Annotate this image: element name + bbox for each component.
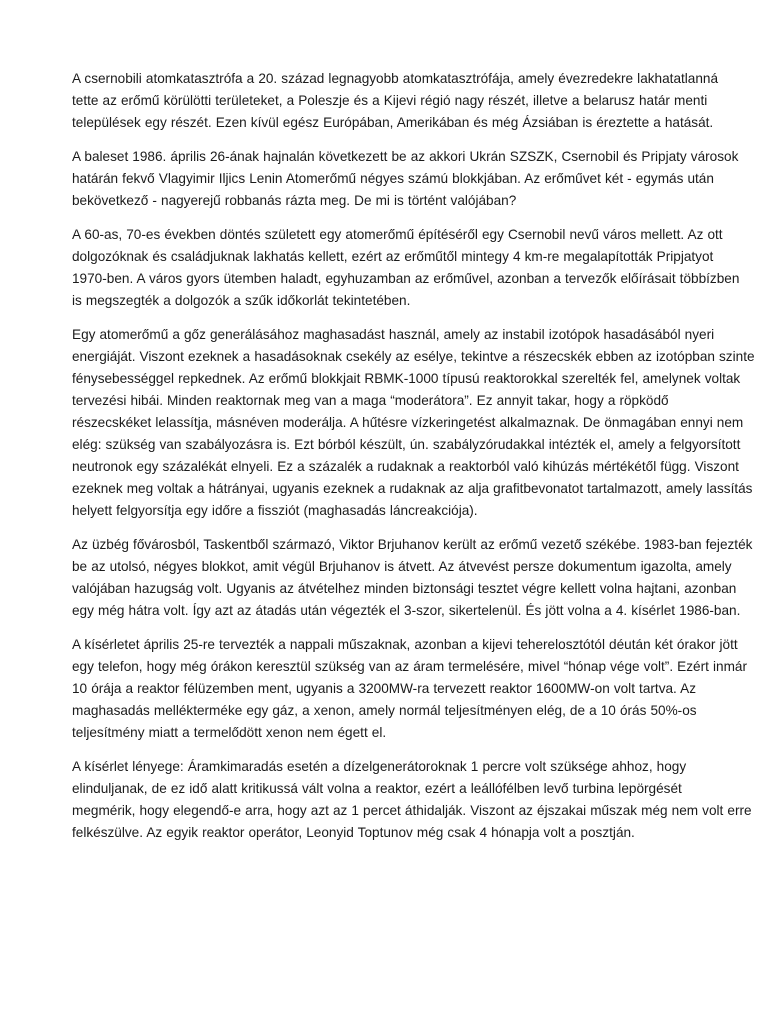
paragraph-line: neutronok egy százalékát elnyeli. Ez a százalék a rudaknak a reaktorból való kihúzás mértékétől függ. Viszont xyxy=(72,459,739,474)
paragraph-line: határán fekvő Vlagyimir Iljics Lenin Atomerőmű négyes számú blokkjában. Az erőművet két - egymás után xyxy=(72,171,714,186)
paragraph-line: elég: szükség van szabályozásra is. Ezt bórból készült, ún. szabályzórudakkal intézték el, amely a felgyorsított xyxy=(72,437,741,452)
paragraph-line: maghasadás mellékterméke egy gáz, a xenon, amely normál teljesítményen elég, de a 10 órás 50%-os xyxy=(72,703,697,718)
paragraph-line: teljesítmény miatt a termelődött xenon nem égett el. xyxy=(72,725,387,740)
paragraph-line: egy telefon, hogy még órákon keresztül szükség van az áram termelésére, mivel “hónap vége volt”. Ezért inmár xyxy=(72,659,747,674)
paragraph-line: egy még hátra volt. Így azt az átadás után végezték el 3-szor, sikertelenül. És jött volna a 4. kísérlet 1986-ban. xyxy=(72,603,741,618)
paragraph-line: energiáját. Viszont ezeknek a hasadásoknak csekély az esélye, tekintve a részecskék ebben az izotópban szinte xyxy=(72,349,755,364)
paragraph-line: A 60-as, 70-es években döntés született egy atomerőmű építéséről egy Csernobil nevű város mellett. Az ott xyxy=(72,227,723,242)
paragraph-line: Egy atomerőmű a gőz generálásához maghasadást használ, amely az instabil izotópok hasadásából nyeri xyxy=(72,327,715,342)
document-page xyxy=(72,68,755,856)
paragraph-line: Az üzbég fővárosból, Taskentből származó, Viktor Brjuhanov került az erőmű vezető székébe. 1983-ban fejezték xyxy=(72,537,753,552)
paragraph-line: 1970-ben. A város gyors ütemben haladt, egyhuzamban az erőművel, azonban a tervezők előírásait többízben xyxy=(72,271,740,286)
paragraph-4 xyxy=(72,324,755,522)
paragraph-line: települések egy részét. Ezen kívül egész Európában, Amerikában és még Ázsiában is éreztette a hatását. xyxy=(72,115,714,130)
paragraph-2 xyxy=(72,146,739,212)
paragraph-line: 10 órája a reaktor félüzemben ment, ugyanis a 3200MW-ra tervezett reaktor 1600MW-on volt tartva. Az xyxy=(72,681,697,696)
paragraph-line: felkészülve. Az egyik reaktor operátor, Leonyid Toptunov még csak 4 hónapja volt a posztján. xyxy=(72,825,635,840)
paragraph-line: A csernobili atomkatasztrófa a 20. század legnagyobb atomkatasztrófája, amely évezredekre lakhatatlanná xyxy=(72,71,719,86)
paragraph-line: A kísérletet április 25-re tervezték a nappali műszaknak, azonban a kijevi teherelosztótól déután két órakor jött xyxy=(72,637,738,652)
paragraph-line: valójában hazugság volt. Ugyanis az átvételhez minden biztonsági tesztet végre kellett volna hajtani, azonban xyxy=(72,581,737,596)
paragraph-1 xyxy=(72,68,719,134)
paragraph-line: helyett felgyorsítja egy időre a fissziót (maghasadás láncreakciója). xyxy=(72,503,478,518)
paragraph-line: A baleset 1986. április 26-ának hajnalán következett be az akkori Ukrán SZSZK, Csernobil és Pripjaty városok xyxy=(72,149,739,164)
paragraph-line: dolgozóknak és családjuknak lakhatás kellett, ezért az erőműtől mintegy 4 km-re megalapították Pripjatyot xyxy=(72,249,714,264)
paragraph-line: részecskéket lelassítja, másnéven moderálja. A hűtésre vízkeringetést alkalmaznak. De önmagában ennyi nem xyxy=(72,415,744,430)
paragraph-line: bekövetkező - nagyerejű robbanás rázta meg. De mi is történt valójában? xyxy=(72,193,517,208)
paragraph-line: fénysebességgel repkednek. Az erőmű blokkjait RBMK-1000 típusú reaktorokkal szerelték fel, amelynek voltak xyxy=(72,371,741,386)
paragraph-line: tervezési hibái. Minden reaktornak meg van a maga “moderátora”. Ez annyit takar, hogy a röpködő xyxy=(72,393,669,408)
paragraph-line: A kísérlet lényege: Áramkimaradás esetén a dízelgenerátoroknak 1 percre volt szüksége ahhoz, hogy xyxy=(72,759,687,774)
paragraph-line: megmérik, hogy elegendő-e arra, hogy azt az 1 percet áthidalják. Viszont az éjszakai műszak még nem volt erre xyxy=(72,803,752,818)
paragraph-line: elinduljanak, de ez idő alatt kritikussá vált volna a reaktor, ezért a leállófélben levő turbina lepörgését xyxy=(72,781,682,796)
paragraph-3 xyxy=(72,224,740,312)
paragraph-line: is megszegték a dolgozók a szűk időkorlát tekintetében. xyxy=(72,293,411,308)
paragraph-5 xyxy=(72,534,753,622)
paragraph-6 xyxy=(72,634,747,744)
paragraph-line: tette az erőmű körülötti területeket, a Poleszje és a Kijevi régió nagy részét, illetve a belarusz határ menti xyxy=(72,93,708,108)
paragraph-line: be az utolsó, négyes blokkot, amit végül Brjuhanov is átvett. Az átvevést persze dokumentum igazolta, amely xyxy=(72,559,732,574)
paragraph-line: ezeknek meg voltak a hátrányai, ugyanis ezeknek a rudaknak az alja grafitbevonatot tartalmazott, amely lassítás xyxy=(72,481,753,496)
paragraph-7 xyxy=(72,756,752,844)
